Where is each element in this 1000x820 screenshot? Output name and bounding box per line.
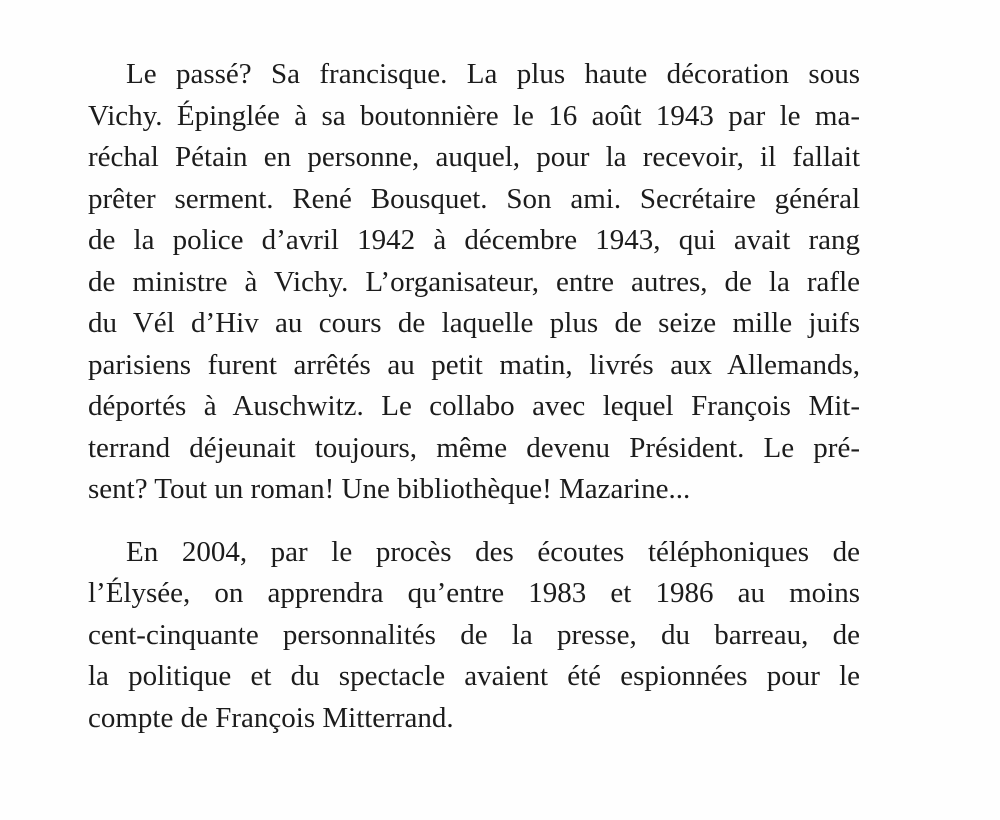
text-line: de la police d’avril 1942 à décembre 1943, qui avait rang — [88, 224, 860, 256]
text-line: prêter serment. René Bousquet. Son ami. Secrétaire général — [88, 182, 860, 215]
text-line: du Vél d’Hiv au cours de laquelle plus de seize mille juifs — [88, 307, 860, 339]
text-line: réchal Pétain en personne, auquel, pour la recevoir, il fallait — [88, 141, 860, 173]
text-line: de ministre à Vichy. L’organisateur, entre autres, de la rafle — [88, 265, 860, 298]
text-line: compte de François Mitterrand. — [88, 701, 454, 734]
body-text — [88, 54, 860, 739]
text-line: cent-cinquante personnalités de la presse, du barreau, de — [88, 618, 860, 651]
paragraph-2 — [88, 532, 860, 740]
text-line: Vichy. Épinglée à sa boutonnière le 16 août 1943 par le ma- — [88, 99, 860, 132]
text-line: l’Élysée, on apprendra qu’entre 1983 et 1986 au moins — [88, 577, 860, 609]
text-line: sent? Tout un roman! Une bibliothèque! Mazarine... — [88, 473, 691, 505]
text-line: Le passé? Sa francisque. La plus haute décoration sous — [126, 58, 860, 90]
text-line: terrand déjeunait toujours, même devenu Président. Le pré- — [88, 431, 860, 464]
paragraph-1 — [88, 54, 860, 511]
text-line: parisiens furent arrêtés au petit matin, livrés aux Allemands, — [88, 348, 860, 381]
text-line: déportés à Auschwitz. Le collabo avec lequel François Mit- — [88, 390, 860, 422]
text-line: En 2004, par le procès des écoutes téléphoniques de — [126, 535, 860, 568]
text-line: la politique et du spectacle avaient été espionnées pour le — [88, 660, 860, 692]
